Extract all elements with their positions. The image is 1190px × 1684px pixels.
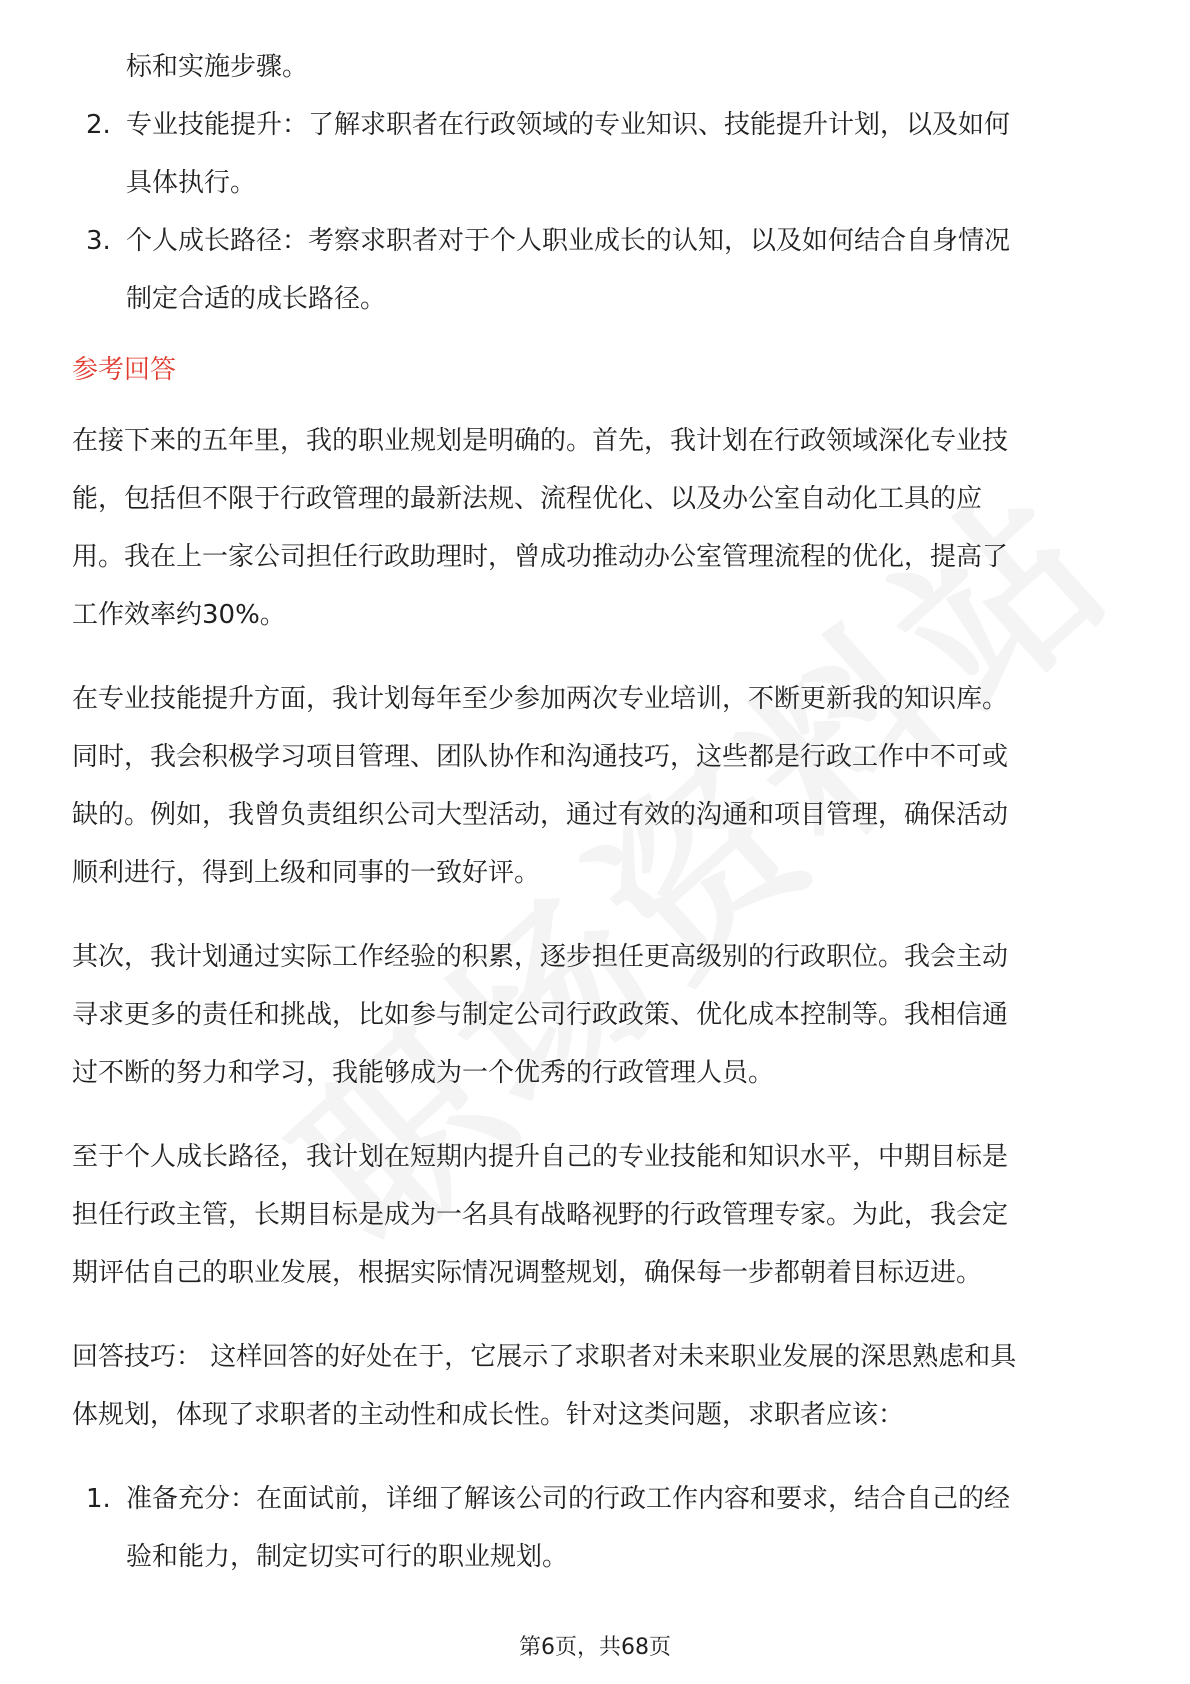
list-item-label: 个人成长路径	[126, 226, 283, 256]
list-item-text: ：在面试前，详细了解该公司的行政工作内容和要求，结合自己的经	[230, 1484, 1011, 1514]
paragraph-line: 用。我在上一家公司担任行政助理时，曾成功推动办公室管理流程的优化，提高了	[72, 542, 1009, 572]
paragraph	[72, 670, 1118, 902]
paragraph-line: 在专业技能提升方面，我计划每年至少参加两次专业培训，不断更新我的知识库。	[72, 684, 1009, 714]
paragraph-line: 其次，我计划通过实际工作经验的积累，逐步担任更高级别的行政职位。我会主动	[72, 942, 1009, 972]
paragraph-line: 寻求更多的责任和挑战，比如参与制定公司行政政策、优化成本控制等。我相信通	[72, 1000, 1009, 1030]
paragraph-line: 至于个人成长路径，我计划在短期内提升自己的专业技能和知识水平，中期目标是	[72, 1142, 1009, 1172]
criteria-list	[72, 96, 1118, 328]
page-content	[72, 38, 1118, 1586]
list-item-text: ：考察求职者对于个人职业成长的认知，以及如何结合自身情况	[282, 226, 1011, 256]
list-number: 2.	[86, 110, 111, 140]
list-item	[72, 96, 1118, 212]
list-item-continuation: 验和能力，制定切实可行的职业规划。	[126, 1542, 569, 1572]
paragraph	[72, 412, 1118, 644]
tips-list	[72, 1470, 1118, 1586]
paragraph-line: 体规划，体现了求职者的主动性和成长性。针对这类问题，求职者应该：	[72, 1400, 905, 1430]
list-item	[72, 1470, 1118, 1586]
paragraph	[72, 1128, 1118, 1302]
list-item-continuation: 标和实施步骤。	[126, 52, 309, 82]
list-item-label: 准备充分	[126, 1484, 231, 1514]
paragraph-line: 期评估自己的职业发展，根据实际情况调整规划，确保每一步都朝着目标迈进。	[72, 1258, 983, 1288]
paragraph-line: 同时，我会积极学习项目管理、团队协作和沟通技巧，这些都是行政工作中不可或	[72, 742, 1009, 772]
list-item-label: 专业技能提升	[126, 110, 283, 140]
list-item-continuation: 具体执行。	[126, 168, 257, 198]
paragraph-line: 缺的。例如，我曾负责组织公司大型活动，通过有效的沟通和项目管理，确保活动	[72, 800, 1009, 830]
paragraph-line: 在接下来的五年里，我的职业规划是明确的。首先，我计划在行政领域深化专业技	[72, 426, 1009, 456]
section-heading-reference: 参考回答	[72, 355, 177, 385]
list-item-continuation: 制定合适的成长路径。	[126, 284, 387, 314]
paragraph-line: 担任行政主管，长期目标是成为一名具有战略视野的行政管理专家。为此，我会定	[72, 1200, 1009, 1230]
paragraph-line: 能，包括但不限于行政管理的最新法规、流程优化、以及办公室自动化工具的应	[72, 484, 983, 514]
paragraph-answer-tips	[72, 1328, 1118, 1444]
list-item-text: ：了解求职者在行政领域的专业知识、技能提升计划，以及如何	[282, 110, 1011, 140]
paragraph-line: 回答技巧： 这样回答的好处在于，它展示了求职者对未来职业发展的深思熟虑和具	[72, 1342, 1017, 1372]
list-item	[72, 212, 1118, 328]
page-footer: 第6页，共68页	[519, 1635, 671, 1660]
paragraph-line: 顺利进行，得到上级和同事的一致好评。	[72, 858, 541, 888]
paragraph	[72, 928, 1118, 1102]
list-number: 3.	[86, 226, 111, 256]
list-number: 1.	[86, 1484, 111, 1514]
paragraph-line: 过不断的努力和学习，我能够成为一个优秀的行政管理人员。	[72, 1058, 775, 1088]
paragraph-line: 工作效率约30%。	[72, 600, 286, 630]
